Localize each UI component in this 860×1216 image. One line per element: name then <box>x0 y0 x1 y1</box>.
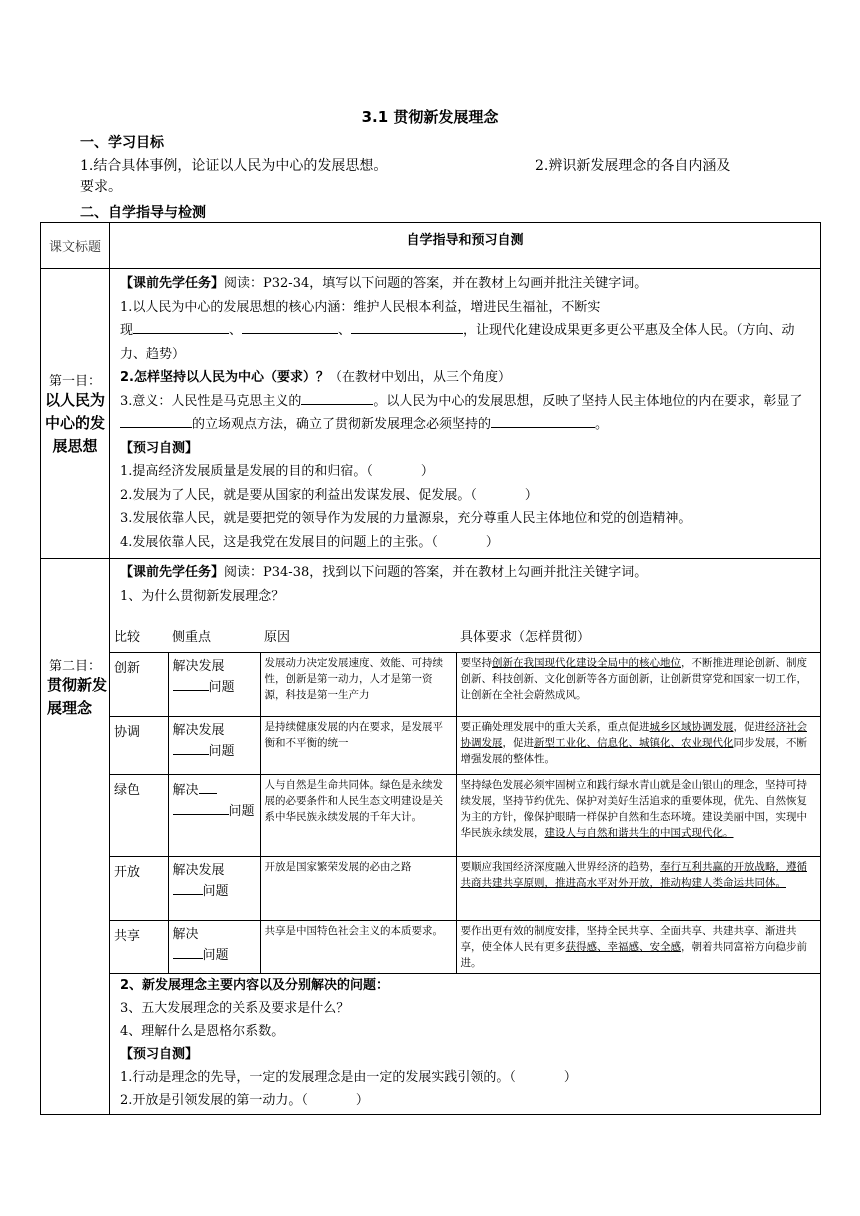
separator: 、 <box>229 323 243 338</box>
row-compare: 共享 <box>110 920 168 973</box>
blank-field[interactable] <box>351 319 463 334</box>
topic2-q2: 2、新发展理念主要内容以及分别解决的问题： <box>120 977 390 993</box>
inner-header-requirement: 具体要求（怎样贯彻） <box>460 630 591 645</box>
req-text: ，促进 <box>502 736 534 749</box>
test-text: 2.发展为了人民，就是要从国家的利益出发谋发展、促发展。（ <box>120 487 477 503</box>
blank-field[interactable] <box>173 880 203 895</box>
topic2-self-test-label: 【预习自测】 <box>120 1046 199 1062</box>
topic1-name: 以人民为中心的发展思想 <box>45 390 106 455</box>
blank-field[interactable] <box>173 740 209 755</box>
separator: 、 <box>338 323 352 338</box>
req-text: 要坚持 <box>460 656 492 669</box>
page-title: 3.1 贯彻新发展理念 <box>361 108 499 126</box>
req-underlined: 新型工业化、信息化、城镇化、农业现代化 <box>534 736 734 749</box>
table-row <box>110 920 821 973</box>
focus-text: 解决 <box>172 926 199 942</box>
blank-field[interactable] <box>173 944 203 959</box>
header-guide-column <box>110 223 821 269</box>
topic2-prefix: 第二目： <box>48 659 101 674</box>
table-row <box>110 856 821 920</box>
req-underlined: 经济社会协调发展 <box>460 720 807 749</box>
topic1-q3-c: 的立场观点方法，确立了贯彻新发展理念必须坚持的 <box>192 417 492 432</box>
focus-text: 解决发展 <box>172 722 225 738</box>
paren-close: ） <box>420 464 434 479</box>
topic2-q4: 4、理解什么是恩格尔系数。 <box>120 1023 285 1039</box>
test-text: 1.提高经济发展质量是发展的目的和归宿。（ <box>120 464 373 479</box>
test-text: 2.开放是引领发展的第一动力。（ <box>120 1092 308 1108</box>
req-text: ，朝着共同富裕方向稳步前进。 <box>460 940 807 969</box>
inner-header-focus: 侧重点 <box>172 630 212 645</box>
topic1-test-1 <box>120 460 812 484</box>
topic2-task-text: 阅读：P34-38，找到以下问题的答案，并在教材上勾画并批注关键字词。 <box>224 565 648 580</box>
inner-header-compare: 比较 <box>114 630 141 645</box>
row-reason: 人与自然是生命共同体。绿色是永续发展的必要条件和人民生态文明建设是关系中华民族永续发展的千年大计。 <box>260 774 456 856</box>
blank-field[interactable] <box>173 676 209 691</box>
objectives-text <box>80 156 800 198</box>
focus-text: 解决发展 <box>172 862 225 878</box>
row-reason: 是持续健康发展的内在要求，是发展平衡和不平衡的统一 <box>260 716 456 774</box>
req-text: 同步发展，不断增强发展的整体性。 <box>460 736 807 765</box>
objective-2-continued: 要求。 <box>80 179 122 195</box>
paren-close: ） <box>355 1092 369 1108</box>
row-reason: 发展动力决定发展速度、效能、可持续性，创新是第一动力，人才是第一资源，科技是第一生产力 <box>260 652 456 716</box>
row-compare: 开放 <box>110 856 168 920</box>
row-requirement <box>456 652 821 716</box>
topic1-q1-lead: 现 <box>120 323 134 338</box>
row-requirement <box>456 774 821 856</box>
objective-2: 2.辨识新发展理念的各自内涵及 <box>535 158 731 174</box>
topic1-content <box>110 269 821 559</box>
focus-text: 问题 <box>202 947 229 963</box>
topic1-q3-a: 3.意义：人民性是马克思主义的 <box>120 393 302 409</box>
objective-1: 1.结合具体事例，论证以人民为中心的发展思想。 <box>80 158 388 174</box>
blank-field[interactable] <box>173 800 229 815</box>
inner-header-reason: 原因 <box>264 630 291 645</box>
test-text: 4.发展依靠人民，这是我党在发展目的问题上的主张。（ <box>120 534 438 550</box>
objectives-heading: 一、学习目标 <box>80 135 164 151</box>
topic2-test-2 <box>120 1089 812 1112</box>
blank-field[interactable] <box>120 413 192 428</box>
topic1-test-2 <box>120 484 812 508</box>
blank-field[interactable] <box>133 319 229 334</box>
row-compare: 绿色 <box>110 774 168 856</box>
table-row <box>110 652 821 716</box>
row-requirement <box>456 856 821 920</box>
study-guide-table <box>40 222 821 1115</box>
test-text: 1.行动是理念的先导，一定的发展理念是由一定的发展实践引领的。（ <box>120 1069 516 1085</box>
topic1-q1-line2 <box>120 319 812 366</box>
topic1-test-4 <box>120 531 812 555</box>
row-focus <box>168 774 260 856</box>
row-reason: 开放是国家繁荣发展的必由之路 <box>260 856 456 920</box>
topic1-cell <box>41 269 110 559</box>
req-text: ，不断推进理论创新、制度创新、科技创新、文化创新等各方面创新，让创新贯穿党和国家一切工作，让创新在全社会蔚然成风。 <box>460 656 807 701</box>
topic1-q2-bold: 2.怎样坚持以人民为中心（要求）？ <box>120 370 329 385</box>
topic2-cell <box>41 559 110 1115</box>
paren-close: ） <box>563 1069 577 1085</box>
row-reason: 共享是中国特色社会主义的本质要求。 <box>260 920 456 973</box>
header-title-label: 课文标题 <box>48 240 101 255</box>
topic1-self-test-label: 【预习自测】 <box>120 440 199 456</box>
req-text: 坚持绿色发展必须牢固树立和践行绿水青山就是金山银山的理念，坚持可持续发展，坚持节约优先、保护对美好生活追求的重要体现，优先、自然恢复为主的方针，像保护眼睛一样保护自然和生态环境。建设美丽中国，实现中华民族永续发展， <box>460 778 807 839</box>
topic1-q3 <box>120 390 812 437</box>
req-text: 要作出更有效的制度安排，坚持全民共享、全面共享、共建共享、渐进共享，使全体人民有更多 <box>460 924 797 953</box>
topic2-task-label: 【课前先学任务】 <box>120 565 225 580</box>
blank-field[interactable] <box>242 319 338 334</box>
topic2-content <box>110 559 821 1115</box>
guide-heading: 二、自学指导与检测 <box>80 205 206 221</box>
table-row <box>110 716 821 774</box>
row-compare: 协调 <box>110 716 168 774</box>
focus-text: 解决发展 <box>172 658 225 674</box>
focus-text: 问题 <box>208 743 235 759</box>
req-underlined: 获得感、幸福感、安全感 <box>565 940 681 953</box>
paren-close: ） <box>485 534 499 550</box>
row-focus <box>168 652 260 716</box>
topic1-prefix: 第一目： <box>48 373 101 389</box>
topic1-q3-d: 。 <box>595 417 609 432</box>
focus-text: 解决 <box>172 782 199 798</box>
focus-text: 问题 <box>228 803 255 819</box>
paren-close: ） <box>524 487 538 503</box>
header-title-column <box>41 223 110 269</box>
topic2-test-1 <box>120 1066 812 1089</box>
row-focus <box>168 920 260 973</box>
header-guide-label: 自学指导和预习自测 <box>406 233 524 248</box>
topic2-q3: 3、五大发展理念的关系及要求是什么？ <box>120 1000 350 1016</box>
req-underlined: 创新在我国现代化建设全局中的核心地位 <box>492 656 681 669</box>
table-row <box>110 774 821 856</box>
topic1-test-3: 3.发展依靠人民，就是要把党的领导作为发展的力量源泉，充分尊重人民主体地位和党的创造精神。 <box>120 511 692 526</box>
req-underlined: 城乡区域协调发展 <box>649 720 734 733</box>
topic1-task-label: 【课前先学任务】 <box>120 276 225 291</box>
row-requirement <box>456 920 821 973</box>
req-underlined: 奉行互利共赢的开放战略，遵循共商共建共享原则，推进高水平对外开放，推动构建人类命运共同体。 <box>460 860 807 889</box>
topic1-task-text: 阅读：P32-34，填写以下问题的答案，并在教材上勾画并批注关键字词。 <box>224 276 648 291</box>
topic1-q1-tail: ，让现代化建设成果更多更公平惠及全体人民。（方向、动力、趋势） <box>120 323 795 362</box>
blank-field[interactable] <box>199 779 217 794</box>
topic2-name: 贯彻新发展理念 <box>47 676 108 717</box>
topic1-q2-rest: （在教材中划出，从三个角度） <box>328 370 511 385</box>
focus-text: 问题 <box>202 883 229 899</box>
req-underlined: 建设人与自然和谐共生的中国式现代化。 <box>544 826 734 839</box>
focus-text: 问题 <box>208 679 235 695</box>
req-text: 要正确处理发展中的重大关系，重点促进 <box>460 720 650 733</box>
req-text: ，促进 <box>733 720 765 733</box>
blank-field[interactable] <box>491 413 595 428</box>
topic1-q1-line1: 1.以人民为中心的发展思想的核心内涵：维护人民根本利益，增进民生福祉，不断实 <box>120 299 601 315</box>
comparison-table <box>110 624 821 974</box>
row-compare: 创新 <box>110 652 168 716</box>
req-text: 要顺应我国经济深度融入世界经济的趋势， <box>460 860 660 873</box>
row-requirement <box>456 716 821 774</box>
row-focus <box>168 716 260 774</box>
topic1-q3-b: 。以人民为中心的发展思想，反映了坚持人民主体地位的内在要求，彰显了 <box>373 393 803 409</box>
topic2-q1: 1、为什么贯彻新发展理念？ <box>120 588 285 604</box>
blank-field[interactable] <box>301 390 373 405</box>
row-focus <box>168 856 260 920</box>
